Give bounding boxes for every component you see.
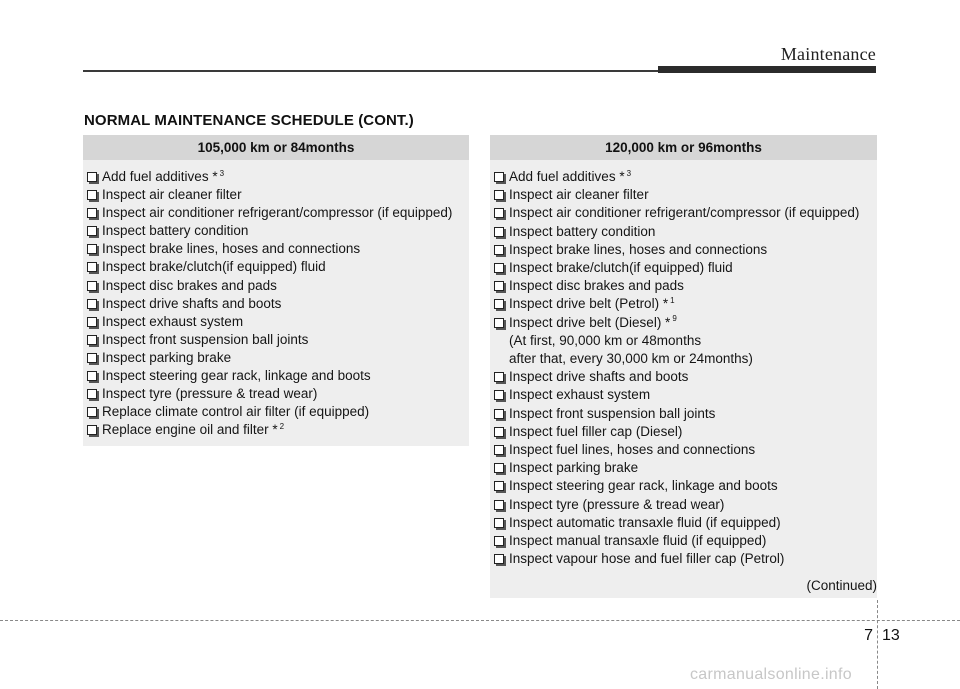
item-text: Inspect battery condition xyxy=(509,223,656,239)
item-text: Inspect exhaust system xyxy=(509,387,651,403)
checklist-item xyxy=(493,441,877,459)
item-text: Inspect tyre (pressure & tread wear) xyxy=(509,496,725,512)
checkbox-icon xyxy=(87,299,97,309)
checklist-item xyxy=(493,532,877,550)
footnote-marker: 2 xyxy=(279,421,285,431)
item-text: Inspect disc brakes and pads xyxy=(102,277,277,293)
checkbox-icon xyxy=(494,409,504,419)
watermark: carmanualsonline.info xyxy=(690,666,852,683)
checklist xyxy=(83,160,469,439)
panel-title: 105,000 km or 84months xyxy=(83,135,469,160)
checkbox-icon xyxy=(87,407,97,417)
checklist-item xyxy=(86,186,469,204)
checklist-item xyxy=(86,313,469,331)
panel-title: 120,000 km or 96months xyxy=(490,135,877,160)
checkbox-icon xyxy=(494,518,504,528)
item-text: Replace climate control air filter (if equipped) xyxy=(102,404,370,420)
item-text: Inspect drive shafts and boots xyxy=(102,295,282,311)
checklist-item xyxy=(493,168,877,186)
checklist-item xyxy=(493,550,877,568)
item-text: Inspect manual transaxle fluid (if equipped) xyxy=(509,533,767,549)
item-text: Inspect air conditioner refrigerant/compressor (if equipped) xyxy=(102,205,453,221)
item-text: Inspect drive shafts and boots xyxy=(509,369,689,385)
checklist-item xyxy=(86,421,469,439)
section-title: Maintenance xyxy=(780,44,876,64)
item-text: Inspect brake lines, hoses and connections xyxy=(102,241,361,257)
checkbox-icon xyxy=(494,208,504,218)
footer-dashed-rule xyxy=(0,620,960,621)
checklist-item xyxy=(86,295,469,313)
header-rule-thin xyxy=(83,70,658,72)
checkbox-icon xyxy=(494,281,504,291)
item-text: Inspect drive belt (Petrol) * xyxy=(509,296,669,312)
checkbox-icon xyxy=(87,389,97,399)
item-text: Inspect vapour hose and fuel filler cap (Petrol) xyxy=(509,551,785,567)
checkbox-icon xyxy=(87,335,97,345)
checklist-item xyxy=(86,277,469,295)
checklist-item xyxy=(493,477,877,495)
checklist-item xyxy=(493,496,877,514)
item-text: Inspect exhaust system xyxy=(102,313,244,329)
checkbox-icon xyxy=(494,427,504,437)
checkbox-icon xyxy=(494,554,504,564)
footnote-marker: 3 xyxy=(626,168,632,178)
schedule-panel-120000 xyxy=(490,135,877,598)
checklist-item xyxy=(86,331,469,349)
checkbox-icon xyxy=(494,372,504,382)
checklist-item xyxy=(86,222,469,240)
checkbox-icon xyxy=(87,371,97,381)
footnote-marker: 9 xyxy=(672,314,677,324)
checkbox-icon xyxy=(87,208,97,218)
checklist-item xyxy=(86,168,469,186)
schedule-panel-105000 xyxy=(83,135,469,446)
checklist xyxy=(490,160,877,568)
item-text: Inspect fuel lines, hoses and connections xyxy=(509,442,756,458)
checklist-item xyxy=(493,223,877,241)
checklist-item xyxy=(493,204,877,222)
item-text: Inspect front suspension ball joints xyxy=(509,405,716,421)
checkbox-icon xyxy=(494,318,504,328)
checkbox-icon xyxy=(87,425,97,435)
checkbox-icon xyxy=(494,245,504,255)
checklist-item xyxy=(493,368,877,386)
checklist-item xyxy=(493,295,877,313)
item-text: Inspect parking brake xyxy=(102,349,232,365)
checklist-item xyxy=(493,241,877,259)
checklist-item xyxy=(493,459,877,477)
checklist-item xyxy=(86,258,469,276)
item-text: Inspect brake lines, hoses and connections xyxy=(509,241,768,257)
item-note-line: after that, every 30,000 km or 24months) xyxy=(509,351,753,367)
page-heading: NORMAL MAINTENANCE SCHEDULE (CONT.) xyxy=(84,112,414,129)
checkbox-icon xyxy=(494,500,504,510)
item-text: Inspect steering gear rack, linkage and boots xyxy=(509,478,778,494)
header-rule-thick xyxy=(658,66,876,73)
item-note-line: (At first, 90,000 km or 48months xyxy=(509,332,702,348)
item-text: Add fuel additives * xyxy=(509,169,625,184)
checkbox-icon xyxy=(494,263,504,273)
item-text: Inspect air cleaner filter xyxy=(102,187,242,203)
item-text: Inspect air conditioner refrigerant/compressor (if equipped) xyxy=(509,205,860,221)
checkbox-icon xyxy=(494,172,504,182)
checklist-item xyxy=(86,367,469,385)
checkbox-icon xyxy=(87,353,97,363)
checkbox-icon xyxy=(494,445,504,455)
checkbox-icon xyxy=(494,190,504,200)
item-text: Inspect fuel filler cap (Diesel) xyxy=(509,423,683,439)
checklist-item xyxy=(86,385,469,403)
page-number: 13 xyxy=(882,627,900,644)
item-text: Add fuel additives * xyxy=(102,169,218,184)
checkbox-icon xyxy=(87,281,97,291)
item-text: Replace engine oil and filter * xyxy=(102,422,278,438)
checkbox-icon xyxy=(494,463,504,473)
checklist-item xyxy=(86,204,469,222)
checkbox-icon xyxy=(87,317,97,327)
checkbox-icon xyxy=(494,536,504,546)
checkbox-icon xyxy=(87,226,97,236)
checklist-item xyxy=(493,405,877,423)
checklist-item xyxy=(493,259,877,277)
checklist-item xyxy=(86,403,469,421)
item-text: Inspect parking brake xyxy=(509,460,639,476)
checkbox-icon xyxy=(494,481,504,491)
item-text: Inspect automatic transaxle fluid (if equipped) xyxy=(509,514,781,530)
checkbox-icon xyxy=(87,262,97,272)
chapter-number: 7 xyxy=(864,627,873,644)
item-text: Inspect air cleaner filter xyxy=(509,187,649,203)
checkbox-icon xyxy=(494,227,504,237)
checklist-item xyxy=(493,277,877,295)
item-text: Inspect steering gear rack, linkage and boots xyxy=(102,368,371,384)
item-text: Inspect brake/clutch(if equipped) fluid xyxy=(509,260,733,276)
footnote-marker: 3 xyxy=(219,168,225,178)
checklist-item xyxy=(493,514,877,532)
checklist-item xyxy=(493,186,877,204)
item-text: Inspect battery condition xyxy=(102,223,249,239)
checkbox-icon xyxy=(87,244,97,254)
footnote-marker: 1 xyxy=(670,295,675,305)
checklist-item xyxy=(493,386,877,404)
item-text: Inspect front suspension ball joints xyxy=(102,331,309,347)
checkbox-icon xyxy=(87,190,97,200)
checklist-item xyxy=(493,314,877,369)
checkbox-icon xyxy=(87,172,97,182)
item-text: Inspect disc brakes and pads xyxy=(509,278,684,294)
checklist-item xyxy=(493,423,877,441)
checkbox-icon xyxy=(494,299,504,309)
checklist-item xyxy=(86,349,469,367)
item-text: Inspect drive belt (Diesel) * xyxy=(509,314,671,330)
checklist-item xyxy=(86,240,469,258)
item-text: Inspect brake/clutch(if equipped) fluid xyxy=(102,259,326,275)
item-text: Inspect tyre (pressure & tread wear) xyxy=(102,386,318,402)
checkbox-icon xyxy=(494,390,504,400)
footer-vertical-dash xyxy=(877,600,878,689)
continued-note: (Continued) xyxy=(806,578,877,593)
